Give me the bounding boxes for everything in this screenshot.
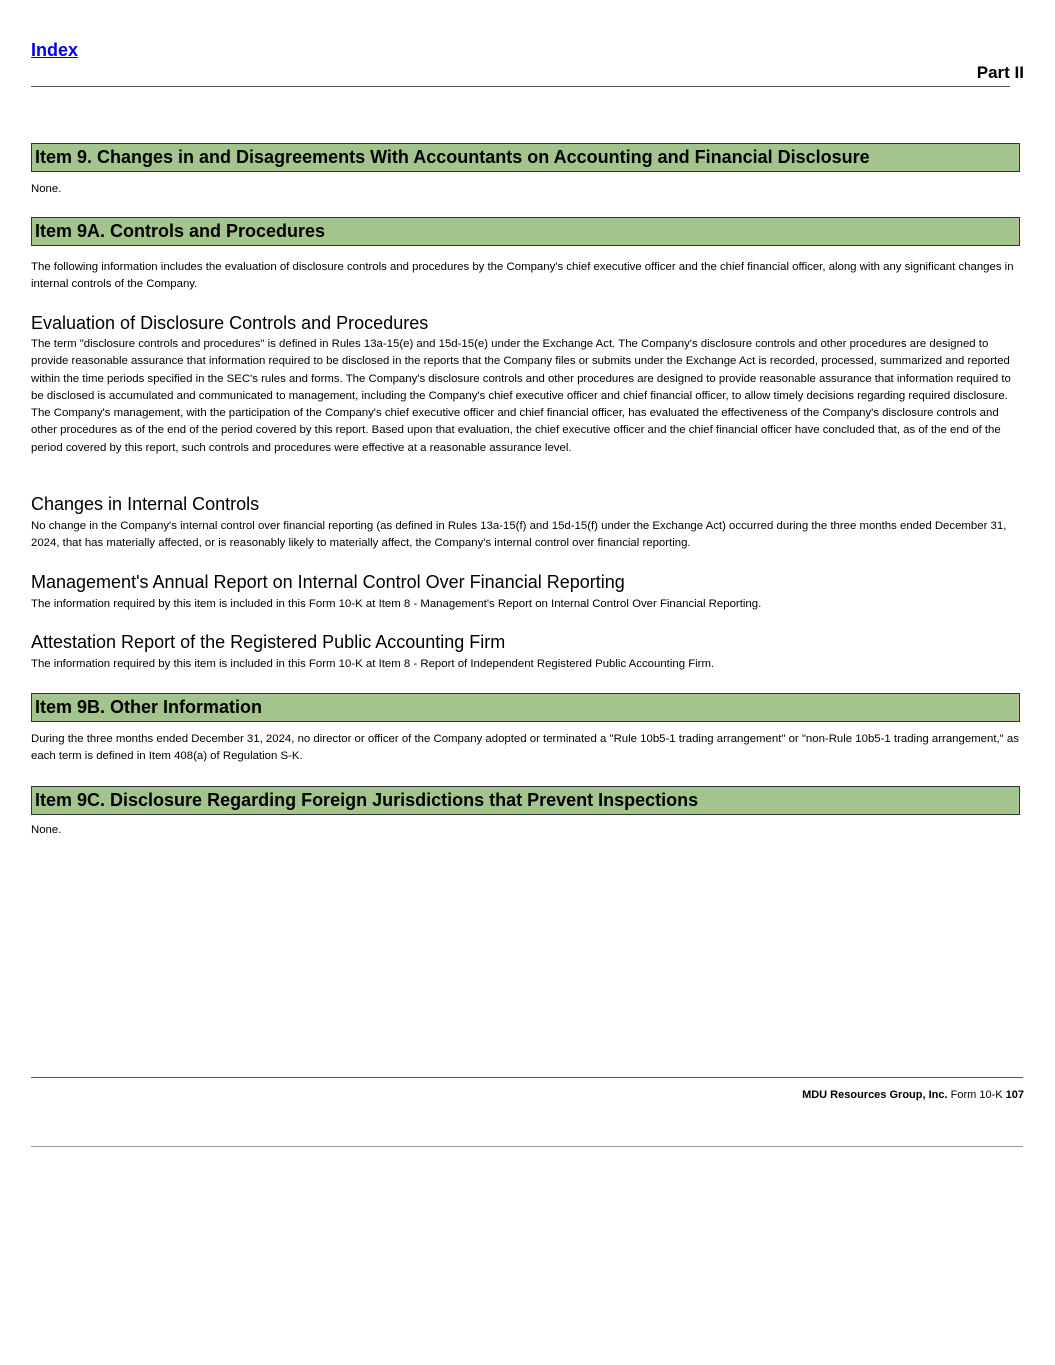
item-9b-heading: Item 9B. Other Information [31, 693, 1020, 722]
header-divider [31, 86, 1010, 87]
internal-controls-body: No change in the Company's internal control over financial reporting (as defined in Rules 13a-15(f) and 15d-15(f) under the Exchange Act) occurred during the three months ended December 31, 2024, that has materially affected, or is reasonably likely to materially affect, the Company's internal control over financial reporting. [31, 520, 1007, 550]
internal-controls-heading: Changes in Internal Controls [31, 494, 260, 514]
page-end-divider [31, 1146, 1023, 1147]
management-report-heading: Management's Annual Report on Internal Control Over Financial Reporting [31, 572, 625, 592]
management-report-body: The information required by this item is included in this Form 10-K at Item 8 - Management's Report on Internal Control Over Financial Reporting. [31, 598, 762, 610]
page-footer [802, 1089, 1024, 1101]
item-9-heading: Item 9. Changes in and Disagreements With Accountants on Accounting and Financial Disclosure [31, 143, 1020, 172]
index-link[interactable]: Index [31, 40, 79, 60]
footer-divider [31, 1077, 1023, 1078]
attestation-report-heading: Attestation Report of the Registered Public Accounting Firm [31, 632, 506, 652]
footer-page-number: 107 [1005, 1089, 1024, 1101]
item-9a-heading: Item 9A. Controls and Procedures [31, 217, 1020, 246]
item-9-body: None. [31, 183, 62, 195]
footer-form: Form 10-K [950, 1089, 1003, 1101]
item-9b-body: During the three months ended December 31, 2024, no director or officer of the Company adopted or terminated a "Rule 10b5-1 trading arrangement" or "non-Rule 10b5-1 trading arrangement," as each term is defined in Item 408(a) of Regulation S-K. [31, 733, 1019, 763]
evaluation-body: The term "disclosure controls and procedures" is defined in Rules 13a-15(e) and 15d-15(e) under the Exchange Act. The Company's disclosure controls and other procedures are designed to provide reasonable assurance that information required to be disclosed in the reports that the Company files or submits under the Exchange Act is recorded, processed, summarized and reported within the time periods specified in the SEC's rules and forms. The Company's disclosure controls and other procedures are designed to provide reasonable assurance that information required to be disclosed is accumulated and communicated to management, including the Company's chief executive officer and chief financial officer, to allow timely decisions regarding required disclosure. The Company's management, with the participation of the Company's chief executive officer and chief financial officer, has evaluated the effectiveness of the Company's disclosure controls and other procedures as of the end of the period covered by this report. Based upon that evaluation, the chief executive officer and the chief financial officer have concluded that, as of the end of the period covered by this report, such controls and procedures were effective at a reasonable assurance level. [31, 338, 1011, 454]
evaluation-heading: Evaluation of Disclosure Controls and Procedures [31, 313, 429, 333]
part-label: Part II [976, 63, 1024, 82]
item-9c-heading: Item 9C. Disclosure Regarding Foreign Jurisdictions that Prevent Inspections [31, 786, 1020, 815]
attestation-report-body: The information required by this item is included in this Form 10-K at Item 8 - Report of Independent Registered Public Accounting Firm. [31, 658, 715, 670]
footer-company: MDU Resources Group, Inc. [802, 1089, 948, 1101]
item-9a-intro: The following information includes the evaluation of disclosure controls and procedures by the Company's chief executive officer and the chief financial officer, along with any significant changes in internal controls of the Company. [31, 261, 1014, 291]
item-9c-body: None. [31, 824, 62, 836]
